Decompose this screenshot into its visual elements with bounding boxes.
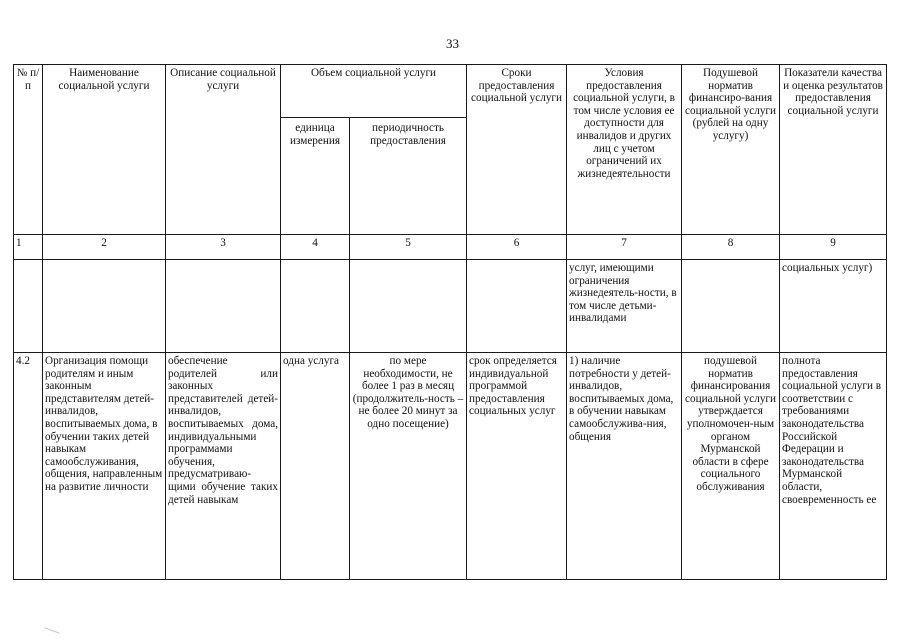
empty-cell xyxy=(14,260,43,353)
column-number: 5 xyxy=(350,235,467,260)
empty-cell xyxy=(350,260,467,353)
column-number: 6 xyxy=(467,235,567,260)
column-number: 2 xyxy=(43,235,166,260)
header-quality: Показатели качества и оценка результатов предоставления социальной услуги xyxy=(780,65,887,235)
service-quality: полнота предоставления социальной услуги в соответствии с требованиями законодательства Российской Федерации и законодательства Мурманской области, своевременность ее xyxy=(780,353,887,580)
service-name: Организация помощи родителям и иным законным представителям детей-инвалидов, воспитываемых дома, в обучении таких детей навыкам самообслуживания, общения, направленным на развитие личности xyxy=(43,353,166,580)
header-volume-group: Объем социальной услуги xyxy=(281,65,467,118)
header-terms: Сроки предоставления социальной услуги xyxy=(467,65,567,235)
column-number: 7 xyxy=(567,235,682,260)
page-number: 33 xyxy=(446,36,459,51)
header-description: Описание социальной услуги xyxy=(166,65,281,235)
continuation-row xyxy=(14,260,887,353)
header-service-name: Наименование социальной услуги xyxy=(43,65,166,235)
column-number: 4 xyxy=(281,235,350,260)
empty-cell xyxy=(166,260,281,353)
service-unit: одна услуга xyxy=(281,353,350,580)
service-terms: срок определяется индивидуальной программой предоставления социальных услуг xyxy=(467,353,567,580)
scan-mark xyxy=(44,627,59,633)
continuation-quality: социальных услуг) xyxy=(780,260,887,353)
header-unit: единица измерения xyxy=(281,118,350,235)
column-number: 3 xyxy=(166,235,281,260)
service-conditions: 1) наличие потребности у детей-инвалидов, воспитываемых дома, в обучении навыкам самообслужива-ния, общения xyxy=(567,353,682,580)
empty-cell xyxy=(43,260,166,353)
empty-cell xyxy=(281,260,350,353)
service-description: обеспечение родителей или законных представителей детей-инвалидов, воспитываемых дома, индивидуальными программами обучения, предусматриваю-щими обучение таких детей навыкам xyxy=(166,353,281,580)
column-number: 1 xyxy=(14,235,43,260)
header-conditions: Условия предоставления социальной услуги, в том числе условия ее доступности для инвалидов и других лиц с учетом ограничений их жизнедеятельности xyxy=(567,65,682,235)
row-number: 4.2 xyxy=(14,353,43,580)
column-number: 8 xyxy=(682,235,780,260)
empty-cell xyxy=(682,260,780,353)
header-periodicity: периодичность предоставления xyxy=(350,118,467,235)
continuation-conditions: услуг, имеющими ограничения жизнедеятель-ности, в том числе детьми-инвалидами xyxy=(567,260,682,353)
service-periodicity: по мере необходимости, не более 1 раз в месяц (продолжитель-ность – не более 20 минут за одно посещение) xyxy=(350,353,467,580)
column-number: 9 xyxy=(780,235,887,260)
header-number: № п/п xyxy=(14,65,43,235)
table-row xyxy=(14,353,887,580)
social-services-table xyxy=(13,64,887,580)
service-norm: подушевой норматив финансирования социальной услуги утверждается уполномочен-ным органом Мурманской области в сфере социального обслуживания xyxy=(682,353,780,580)
empty-cell xyxy=(467,260,567,353)
column-number-row xyxy=(14,235,887,260)
header-norm: Подушевой норматив финансиро-вания социальной услуги (рублей на одну услугу) xyxy=(682,65,780,235)
